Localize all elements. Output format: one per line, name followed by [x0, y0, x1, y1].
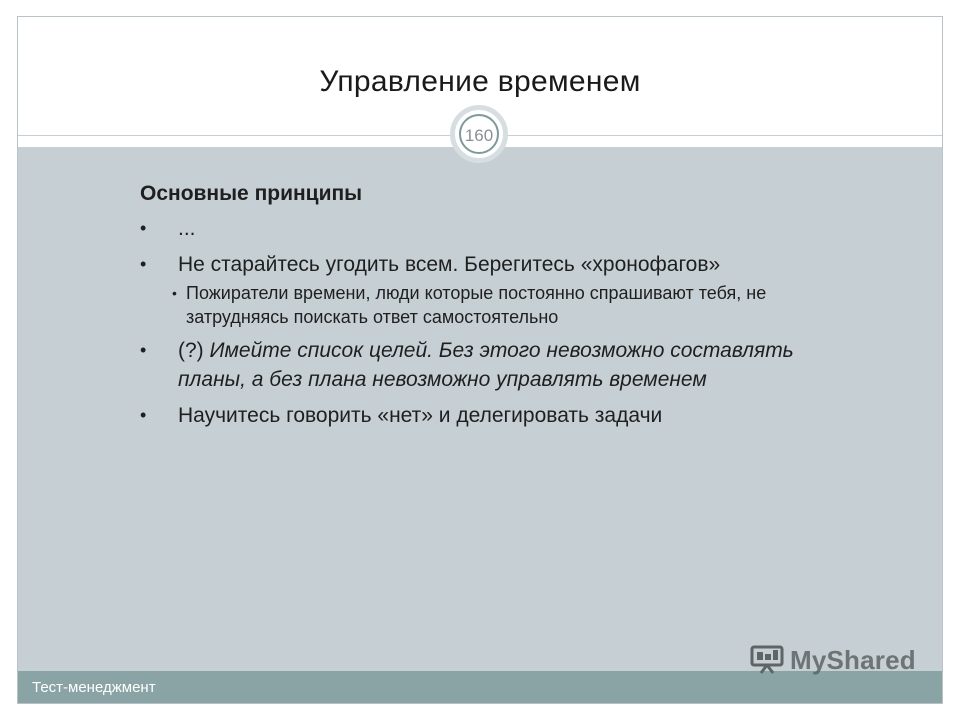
footer-text: Тест-менеджмент	[32, 679, 156, 696]
bullet-item	[138, 336, 858, 394]
slide-body	[138, 182, 858, 437]
bullet-text: Научитесь говорить «нет» и делегировать задачи	[178, 404, 663, 427]
watermark	[750, 640, 916, 680]
bullet-text: Не старайтесь угодить всем. Берегитесь «хронофагов»	[178, 253, 721, 276]
bullet-text-italic: Имейте список целей. Без этого невозможно составлять планы, а без плана невозможно управлять временем	[178, 339, 794, 391]
bullet-prefix: (?)	[178, 339, 210, 362]
bullet-list	[138, 214, 858, 430]
page-number: 160	[464, 126, 494, 145]
bullet-text: ...	[178, 217, 196, 240]
page-number-badge	[450, 105, 508, 163]
section-heading: Основные принципы	[140, 182, 363, 205]
watermark-text: MyShared	[790, 644, 916, 675]
bullet-item	[138, 401, 858, 430]
sub-bullet-item	[138, 281, 858, 329]
bullet-item	[138, 250, 858, 329]
projector-screen-icon	[750, 645, 784, 675]
sub-bullet-text: Пожиратели времени, люди которые постоянно спрашивают тебя, не затрудняясь поискать ответ самостоятельно	[186, 283, 767, 327]
bullet-item	[138, 214, 858, 243]
slide-title: Управление временем	[319, 65, 641, 98]
sub-bullet-list	[178, 281, 858, 329]
page-number-ring	[459, 114, 499, 154]
